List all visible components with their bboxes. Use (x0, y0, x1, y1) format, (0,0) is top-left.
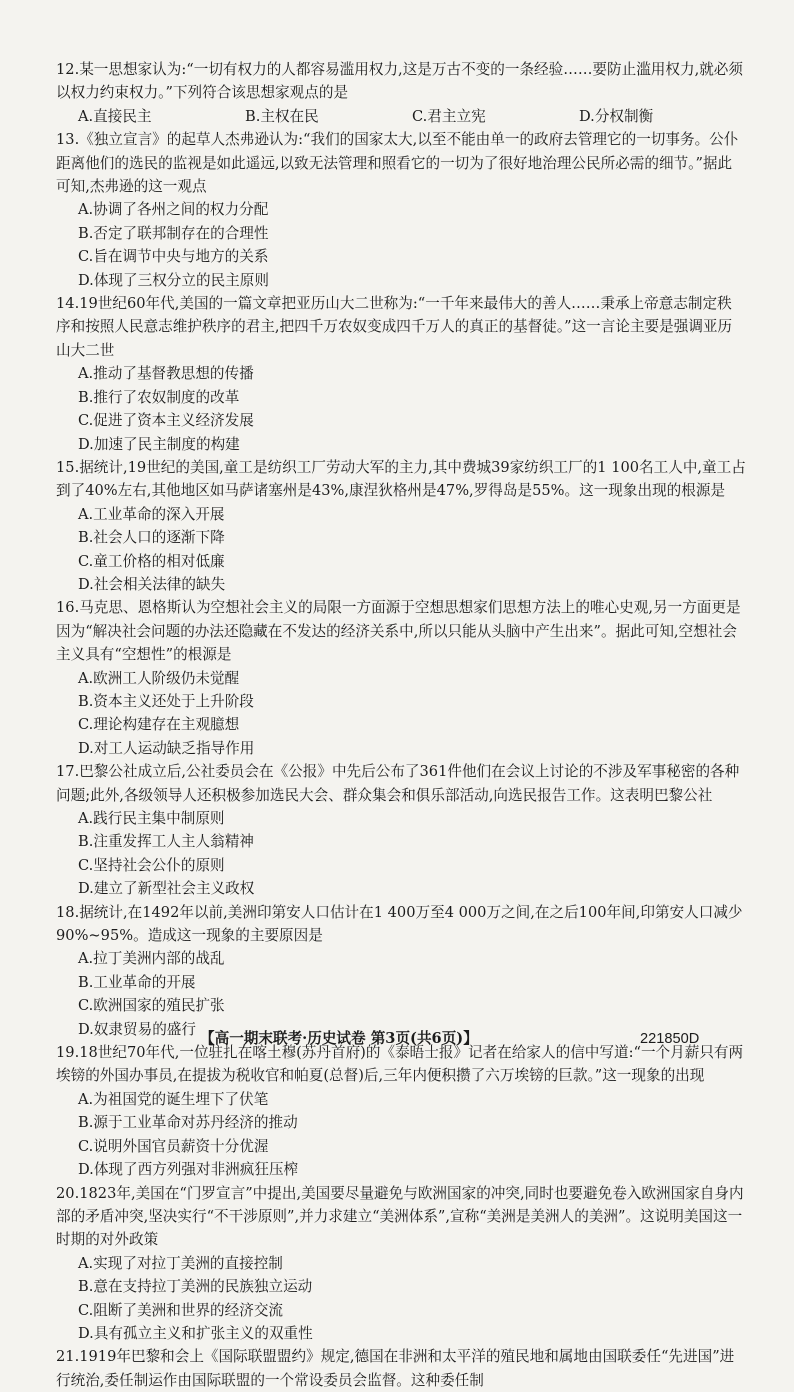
question-14 (56, 292, 746, 456)
option-b: B.主权在民 (245, 107, 319, 125)
option-c: C.说明外国官员薪资十分优渥 (78, 1137, 269, 1155)
options (56, 503, 746, 597)
question-stem: 18.据统计,在1492年以前,美洲印第安人口估计在1 400万至4 000万之间,在之后100年间,印第安人口减少90%~95%。造成这一现象的主要原因是 (56, 903, 743, 945)
question-19 (56, 1041, 746, 1181)
question-stem: 14.19世纪60年代,美国的一篇文章把亚历山大二世称为:“一千年来最伟大的善人……秉承上帝意志制定秩序和按照人民意志维护秩序的君主,把四千万农奴变成四千万人的真正的基督徒。”这一言论主要是强调亚历山大二世 (56, 295, 733, 359)
option-a: A.推动了基督教思想的传播 (78, 365, 254, 383)
option-a: A.践行民主集中制原则 (78, 810, 225, 827)
question-stem: 20.1823年,美国在“门罗宣言”中提出,美国要尽量避免与欧洲国家的冲突,同时也要避免卷入欧洲国家自身内部的矛盾冲突,坚决实行“不干涉原则”,并力求建立“美洲体系”,宣称“美洲是美洲人的美洲”。这说明美国这一时期的对外政策 (56, 1184, 744, 1249)
question-20 (56, 1182, 746, 1346)
option-b: B.注重发挥工人主人翁精神 (78, 833, 254, 851)
footer-code: 221850D (640, 1031, 700, 1047)
question-12 (56, 58, 746, 128)
option-b: B.社会人口的逐渐下降 (78, 529, 225, 547)
option-d: D.加速了民主制度的构建 (78, 435, 240, 453)
options (56, 947, 746, 1041)
option-a: A.直接民主 (78, 107, 152, 125)
question-stem: 12.某一思想家认为:“一切有权力的人都容易滥用权力,这是万古不变的一条经验……要防止滥用权力,就必须以权力约束权力。”下列符合该思想家观点的是 (56, 61, 743, 102)
question-15 (56, 456, 746, 596)
question-21 (56, 1345, 746, 1392)
option-a: A.协调了各州之间的权力分配 (78, 201, 269, 219)
option-d: D.分权制衡 (579, 107, 654, 125)
option-d: D.奴隶贸易的盛行 (78, 1020, 196, 1038)
option-d: D.对工人运动缺乏指导作用 (78, 739, 255, 757)
option-a: A.欧洲工人阶级仍未觉醒 (78, 669, 240, 687)
option-a: A.为祖国党的诞生埋下了伏笔 (78, 1090, 269, 1108)
option-c: C.童工价格的相对低廉 (78, 552, 225, 570)
question-list (56, 58, 746, 1392)
option-d: D.建立了新型社会主义政权 (78, 880, 255, 898)
option-b: B.否定了联邦制存在的合理性 (78, 224, 269, 242)
option-b: B.资本主义还处于上升阶段 (78, 692, 254, 710)
question-stem: 15.据统计,19世纪的美国,童工是纺织工厂劳动大军的主力,其中费城39家纺织工厂的1 100名工人中,童工占到了40%左右,其他地区如马萨诸塞州是43%,康涅狄格州是47%,罗得岛是55%。这一现象出现的根源是 (56, 458, 746, 500)
question-stem: 16.马克思、恩格斯认为空想社会主义的局限一方面源于空想思想家们思想方法上的唯心史观,另一方面更是因为“解决社会问题的办法还隐藏在不发达的经济关系中,所以只能从头脑中产生出来”。据此可知,空想社会主义具有“空想性”的根源是 (56, 599, 741, 664)
option-c: C.旨在调节中央与地方的关系 (78, 248, 269, 266)
question-18 (56, 901, 746, 1041)
option-c: C.坚持社会公仆的原则 (78, 856, 225, 874)
options (56, 1252, 746, 1346)
option-c: C.阻断了美洲和世界的经济交流 (78, 1301, 284, 1319)
footer-title: 【高一期末联考·历史试卷 第3页(共6页)】 (200, 1030, 478, 1047)
question-stem: 19.18世纪70年代,一位驻扎在喀土穆(苏丹首府)的《泰晤士报》记者在给家人的信中写道:“一个月薪只有两埃镑的外国办事员,在提拔为税收官和帕夏(总督)后,三年内便积攒了六万埃镑的巨款。”这一现象的出现 (56, 1044, 744, 1085)
question-stem: 21.1919年巴黎和会上《国际联盟盟约》规定,德国在非洲和太平洋的殖民地和属地由国联委任“先进国”进行统治,委任制运作由国际联盟的一个常设委员会监督。这种委任制 (56, 1348, 735, 1389)
option-d: D.具有孤立主义和扩张主义的双重性 (78, 1324, 313, 1342)
options (56, 667, 746, 761)
option-b: B.源于工业革命对苏丹经济的推动 (78, 1114, 298, 1132)
options (56, 105, 746, 128)
options (56, 807, 746, 901)
options (56, 1088, 746, 1182)
option-c: C.理论构建存在主观臆想 (78, 716, 240, 734)
question-16 (56, 596, 746, 760)
option-a: A.拉丁美洲内部的战乱 (78, 950, 225, 968)
question-17 (56, 760, 746, 900)
option-b: B.意在支持拉丁美洲的民族独立运动 (78, 1278, 313, 1296)
question-stem: 13.《独立宣言》的起草人杰弗逊认为:“我们的国家太大,以至不能由单一的政府去管理它的一切事务。公仆距离他们的选民的监视是如此遥远,以致无法管理和照看它的一切为了很好地治理公民所必需的细节。”据此可知,杰弗逊的这一观点 (56, 131, 739, 196)
option-d: D.社会相关法律的缺失 (78, 575, 226, 593)
option-a: A.实现了对拉丁美洲的直接控制 (78, 1254, 283, 1272)
question-13 (56, 128, 746, 292)
option-c: C.君主立宪 (412, 107, 486, 125)
options (56, 362, 746, 456)
question-stem: 17.巴黎公社成立后,公社委员会在《公报》中先后公布了361件他们在会议上讨论的不涉及军事秘密的各种问题;此外,各级领导人还积极参加选民大会、群众集会和俱乐部活动,向选民报告工作。这表明巴黎公社 (56, 763, 740, 804)
option-c: C.欧洲国家的殖民扩张 (78, 997, 225, 1015)
option-a: A.工业革命的深入开展 (78, 505, 225, 523)
option-d: D.体现了三权分立的民主原则 (78, 271, 269, 289)
option-d: D.体现了西方列强对非洲疯狂压榨 (78, 1161, 299, 1179)
option-b: B.推行了农奴制度的改革 (78, 388, 240, 406)
option-c: C.促进了资本主义经济发展 (78, 412, 254, 430)
option-b: B.工业革命的开展 (78, 973, 196, 991)
options (56, 198, 746, 292)
